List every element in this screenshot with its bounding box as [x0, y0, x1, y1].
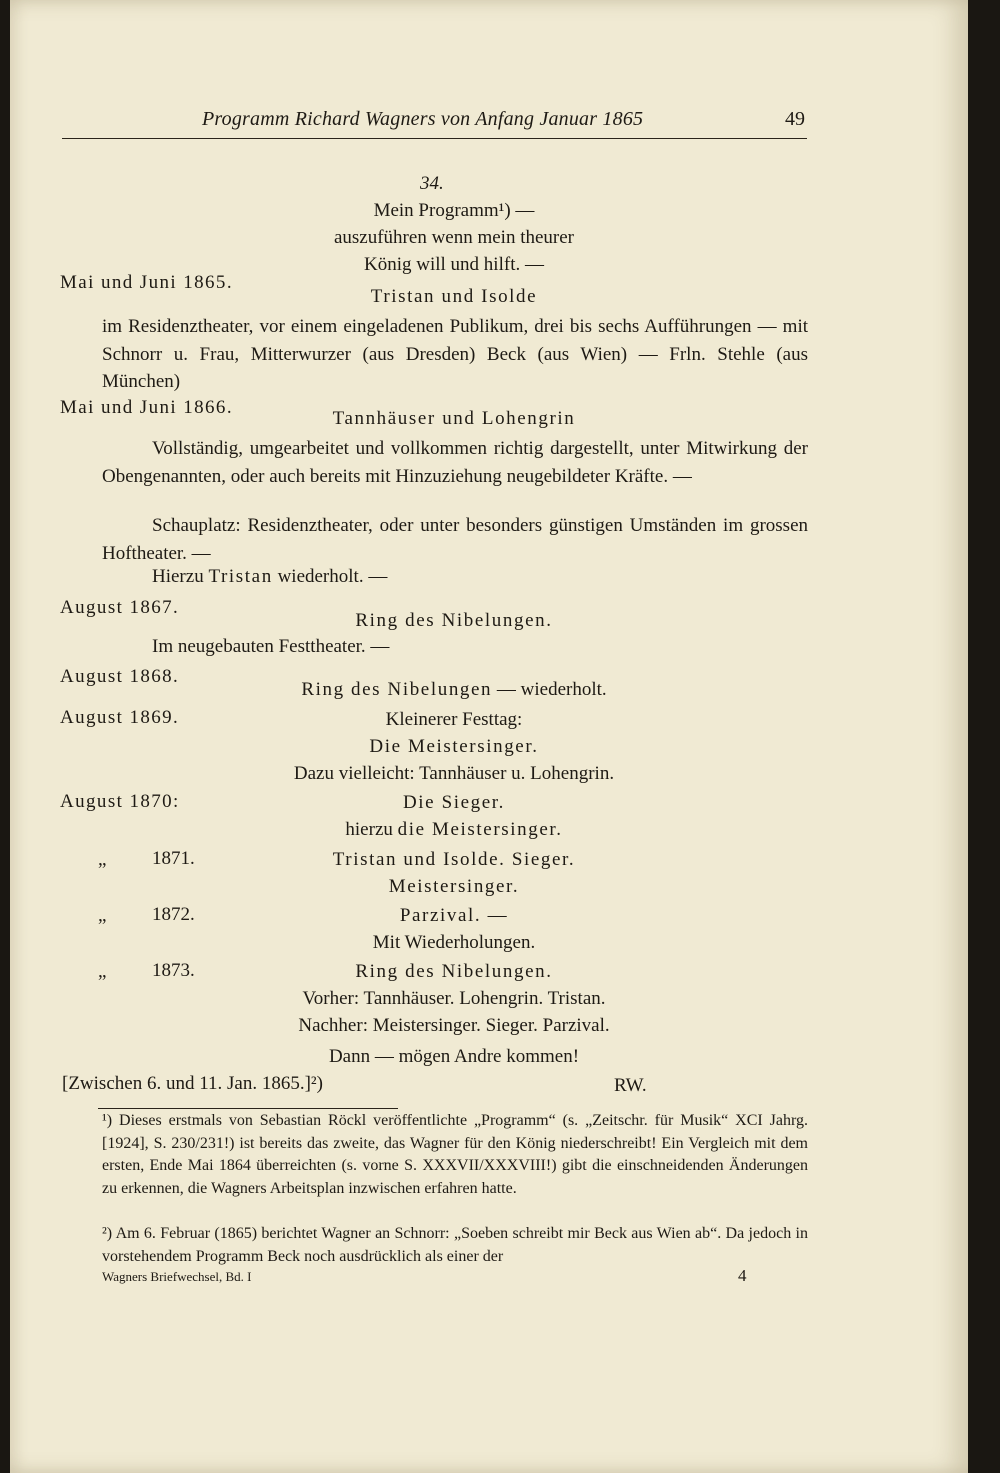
entry-date: August 1870:: [60, 791, 180, 812]
entry-date: Mai und Juni 1865.: [60, 272, 233, 293]
book-page: [10, 0, 968, 1473]
signature-mark: Wagners Briefwechsel, Bd. I: [102, 1269, 252, 1284]
sheet-number: 4: [738, 1266, 747, 1285]
footnote-2: ²) Am 6. Februar (1865) berichtet Wagner an Schnorr: „Soeben schreibt mir Beck aus Wien ab“. Da jedoch in vorstehendem Programm Beck noch ausdrücklich als einer der: [102, 1225, 808, 1265]
running-head: Programm Richard Wagners von Anfang Januar 1865: [202, 108, 644, 130]
work-title: Die Meistersinger.: [369, 736, 539, 757]
date-note: [Zwischen 6. und 11. Jan. 1865.]²): [62, 1073, 323, 1094]
work-title: Tristan und Isolde: [370, 286, 538, 307]
signature: RW.: [614, 1075, 647, 1096]
work-title: Meistersinger.: [388, 876, 520, 897]
work-line: Nachher: Meistersinger. Sieger. Parzival.: [298, 1015, 610, 1036]
work-title: Ring des Nibelungen.: [355, 610, 553, 631]
entry-text-line: Im neugebauten Festtheater. —: [152, 636, 390, 657]
page-number: 49: [785, 108, 805, 130]
page-header: [62, 108, 807, 139]
title-line-2: auszuführen wenn mein theurer: [333, 227, 575, 248]
ditto-mark: „: [98, 905, 107, 926]
work-line: Mit Wiederholungen.: [372, 932, 536, 953]
work-title: Tristan: [208, 566, 273, 587]
entry-date: August 1868.: [60, 666, 180, 687]
entry-text: Vollständig, umgearbeitet und vollkommen richtig dargestellt, unter Mitwirkung der Obengenannten, oder auch bereits mit Hinzuziehung neugebildeter Kräfte. —: [102, 438, 808, 487]
entry-date: Mai und Juni 1866.: [60, 397, 233, 418]
work-line: Dazu vielleicht: Tannhäuser u. Lohengrin.: [293, 763, 615, 784]
work-title: Ring des Nibelungen: [301, 679, 493, 700]
work-title: Ring des Nibelungen.: [355, 961, 553, 982]
ditto-mark: „: [98, 961, 107, 982]
work-title: Tristan und Isolde. Sieger.: [332, 849, 576, 870]
document-number: 34.: [420, 173, 444, 194]
work-title: die Meistersinger.: [397, 819, 563, 840]
work-line: Kleinerer Festtag:: [385, 709, 523, 730]
footnote-1: ¹) Dieses erstmals von Sebastian Röckl veröffentlichte „Programm“ (s. „Zeitschr. für Musik“ XCI Jahrg. [1924], S. 230/231!) ist bereits das zweite, das Wagner für den König niederschreibt! Ein Vergleich mit dem ersten, Ende Mai 1864 überreichten (s. vorne S. XXXVII/XXXVIII!) gibt die einschneidenden Änderungen zu erkennen, die Wagners Arbeitsplan inzwischen erfahren hatte.: [102, 1112, 808, 1197]
closing-line: Dann — mögen Andre kommen!: [328, 1046, 580, 1067]
entry-text: im Residenztheater, vor einem eingeladenen Publikum, drei bis sechs Aufführungen — mit Schnorr u. Frau, Mitterwurzer (aus Dresden) Beck (aus Wien) — Frln. Stehle (aus München): [102, 316, 808, 392]
entry-text-line: Hierzu Tristan wiederholt. —: [152, 566, 388, 587]
entry-year: 1873.: [152, 960, 195, 981]
ditto-mark: „: [98, 849, 107, 870]
work-title: Parzival. —: [399, 905, 509, 926]
entry-text: Schauplatz: Residenztheater, oder unter besonders günstigen Umständen im grossen Hoftheater. —: [102, 515, 808, 564]
footnote-rule: [98, 1108, 398, 1109]
entry-date: August 1867.: [60, 597, 180, 618]
work-line: hierzu die Meistersinger.: [345, 819, 563, 840]
work-line: Vorher: Tannhäuser. Lohengrin. Tristan.: [302, 988, 606, 1009]
entry-year: 1872.: [152, 904, 195, 925]
title-line-1: Mein Programm¹) —: [373, 200, 535, 221]
entry-date: August 1869.: [60, 707, 180, 728]
work-title: Tannhäuser und Lohengrin: [332, 408, 576, 429]
entry-year: 1871.: [152, 848, 195, 869]
title-line-3: König will und hilft. —: [364, 254, 544, 275]
work-title: Die Sieger.: [402, 792, 506, 813]
work-line: Ring des Nibelungen — wiederholt.: [301, 679, 607, 700]
